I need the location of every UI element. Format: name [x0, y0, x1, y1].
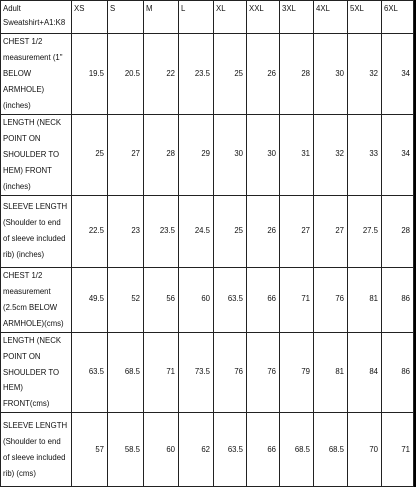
table-cell: 49.5 — [72, 267, 108, 332]
table-cell: 84 — [348, 332, 382, 413]
table-cell: 60 — [179, 267, 214, 332]
size-header-6xl: 6XL — [382, 1, 414, 34]
table-cell: 27 — [314, 195, 348, 267]
table-cell: 22 — [144, 34, 179, 115]
table-cell: 25 — [214, 34, 247, 115]
table-cell: 71 — [280, 267, 314, 332]
table-cell: 68.5 — [314, 413, 348, 487]
table-cell: 20.5 — [108, 34, 144, 115]
size-header-s: S — [108, 1, 144, 34]
table-cell: 81 — [348, 267, 382, 332]
table-cell: 27 — [280, 195, 314, 267]
table-row — [1, 195, 414, 267]
table-cell: 81 — [314, 332, 348, 413]
table-cell: 34 — [382, 34, 414, 115]
size-header-3xl: 3XL — [280, 1, 314, 34]
table-cell: 33 — [348, 114, 382, 195]
size-header-l: L — [179, 1, 214, 34]
table-cell: 26 — [247, 34, 280, 115]
row-label: LENGTH (NECK POINT ON SHOULDER TO HEM) FRONT (inches) — [1, 114, 72, 195]
table-cell: 70 — [348, 413, 382, 487]
table-row — [1, 114, 414, 195]
table-cell: 68.5 — [280, 413, 314, 487]
table-cell: 52 — [108, 267, 144, 332]
table-cell: 19.5 — [72, 34, 108, 115]
corner-header-label: Adult Sweatshirt+A1:K8 — [1, 1, 72, 34]
table-row — [1, 34, 414, 115]
table-cell: 62 — [179, 413, 214, 487]
table-cell: 32 — [314, 114, 348, 195]
table-cell: 23.5 — [144, 195, 179, 267]
table-cell: 25 — [72, 114, 108, 195]
table-cell: 32 — [348, 34, 382, 115]
size-header-xl: XL — [214, 1, 247, 34]
table-cell: 79 — [280, 332, 314, 413]
table-cell: 29 — [179, 114, 214, 195]
table-cell: 68.5 — [108, 332, 144, 413]
table-cell: 30 — [314, 34, 348, 115]
table-cell: 76 — [314, 267, 348, 332]
table-cell: 71 — [382, 413, 414, 487]
table-cell: 23.5 — [179, 34, 214, 115]
row-label: CHEST 1/2 measurement (2.5cm BELOW ARMHOLE)(cms) — [1, 267, 72, 332]
table-cell: 66 — [247, 413, 280, 487]
table-cell: 22.5 — [72, 195, 108, 267]
table-cell: 63.5 — [72, 332, 108, 413]
table-cell: 24.5 — [179, 195, 214, 267]
table-cell: 25 — [214, 195, 247, 267]
table-cell: 66 — [247, 267, 280, 332]
table-cell: 73.5 — [179, 332, 214, 413]
table-cell: 63.5 — [214, 413, 247, 487]
row-label: SLEEVE LENGTH (Shoulder to end of sleeve included rib) (inches) — [1, 195, 72, 267]
table-cell: 86 — [382, 267, 414, 332]
size-header-xs: XS — [72, 1, 108, 34]
row-label: CHEST 1/2 measurement (1" BELOW ARMHOLE) (inches) — [1, 34, 72, 115]
table-cell: 26 — [247, 195, 280, 267]
size-header-m: M — [144, 1, 179, 34]
table-cell: 56 — [144, 267, 179, 332]
table-cell: 31 — [280, 114, 314, 195]
table-cell: 76 — [214, 332, 247, 413]
table-cell: 71 — [144, 332, 179, 413]
table-cell: 57 — [72, 413, 108, 487]
size-header-5xl: 5XL — [348, 1, 382, 34]
table-cell: 63.5 — [214, 267, 247, 332]
table-cell: 58.5 — [108, 413, 144, 487]
table-cell: 76 — [247, 332, 280, 413]
table-cell: 30 — [214, 114, 247, 195]
table-header-row — [1, 1, 414, 34]
row-label: SLEEVE LENGTH (Shoulder to end of sleeve included rib) (cms) — [1, 413, 72, 487]
size-header-4xl: 4XL — [314, 1, 348, 34]
table-row — [1, 332, 414, 413]
table-row — [1, 267, 414, 332]
table-cell: 27.5 — [348, 195, 382, 267]
size-header-xxl: XXL — [247, 1, 280, 34]
table-cell: 23 — [108, 195, 144, 267]
table-cell: 86 — [382, 332, 414, 413]
table-cell: 28 — [144, 114, 179, 195]
table-cell: 30 — [247, 114, 280, 195]
table-cell: 34 — [382, 114, 414, 195]
table-row — [1, 413, 414, 487]
table-cell: 28 — [382, 195, 414, 267]
table-cell: 28 — [280, 34, 314, 115]
table-cell: 27 — [108, 114, 144, 195]
row-label: LENGTH (NECK POINT ON SHOULDER TO HEM) FRONT(cms) — [1, 332, 72, 413]
table-cell: 60 — [144, 413, 179, 487]
